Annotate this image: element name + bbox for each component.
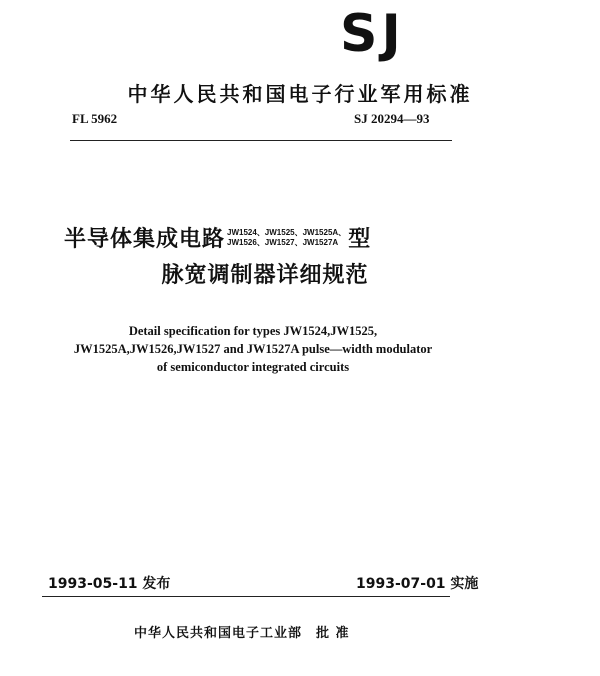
approving-authority: 中华人民共和国电子工业部 批 准 (134, 626, 350, 641)
models-line-1: JW1524、JW1525、JW1525A、 (227, 227, 347, 237)
title-cn-suffix: 型 (348, 227, 372, 252)
title-line-2: 脉宽调制器详细规范 (161, 263, 369, 288)
standard-number: SJ 20294—93 (354, 111, 430, 126)
english-title-line-3: of semiconductor integrated circuits (156, 360, 350, 374)
effective-date: 1993-07-01 实施 (356, 576, 479, 592)
standard-name: 中华人民共和国电子行业军用标准 (127, 82, 473, 106)
english-title-line-2: JW1525A,JW1526,JW1527 and JW1527A pulse—width modulator (73, 342, 433, 356)
title-line-1 (64, 222, 371, 253)
english-title-line-1: Detail specification for types JW1524,JW1525, (128, 324, 378, 338)
model-list (227, 228, 346, 248)
classification-code: FL 5962 (72, 111, 118, 126)
sj-logo: SJ (340, 4, 405, 64)
title-cn-prefix: 半导体集成电路 (64, 227, 226, 252)
footer-divider (42, 596, 450, 597)
models-line-2: JW1526、JW1527、JW1527A (227, 237, 339, 247)
issue-date: 1993-05-11 发布 (48, 576, 171, 592)
header-divider (70, 140, 452, 141)
